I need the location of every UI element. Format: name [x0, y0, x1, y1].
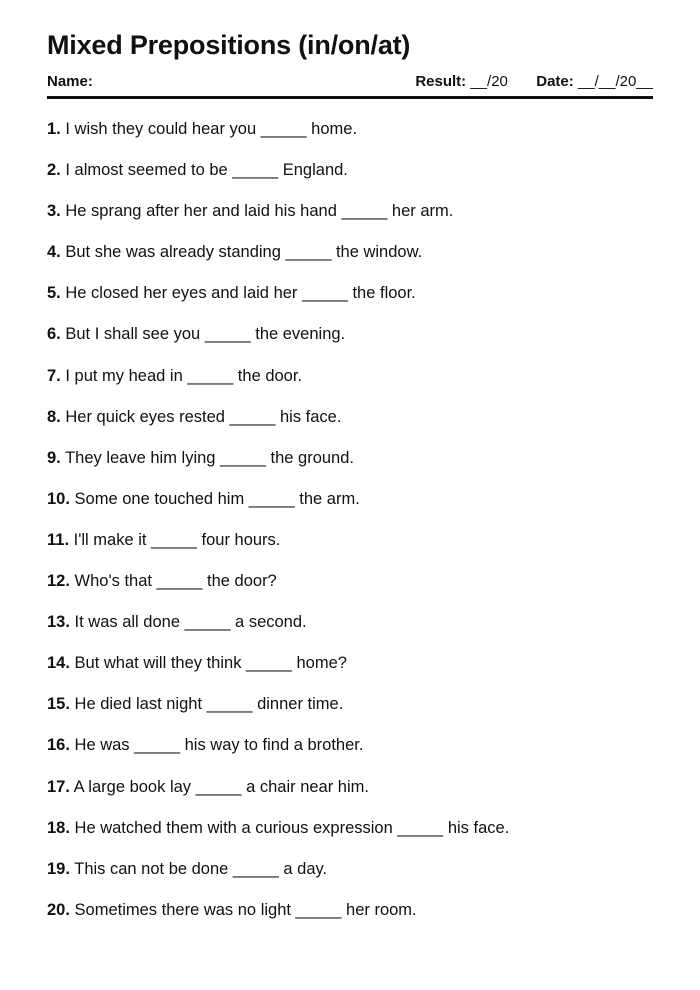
- question-text: He closed her eyes and laid her _____ the floor.: [65, 284, 416, 303]
- date-value: __/__/20__: [577, 73, 653, 90]
- question-number: 12.: [47, 572, 70, 591]
- question-number: 19.: [47, 859, 70, 878]
- question-number: 13.: [47, 613, 70, 632]
- question-item: [47, 366, 509, 407]
- question-number: 9.: [47, 448, 61, 467]
- question-number: 1.: [47, 120, 61, 138]
- question-number: 6.: [47, 325, 61, 344]
- question-number: 17.: [47, 777, 70, 796]
- result-date-group: [415, 73, 653, 90]
- question-item: [47, 324, 509, 365]
- date-label: Date:: [536, 73, 574, 90]
- question-item: [47, 900, 509, 941]
- question-text: Her quick eyes rested _____ his face.: [65, 407, 342, 426]
- question-item: [47, 160, 509, 201]
- question-text: He died last night _____ dinner time.: [74, 695, 344, 714]
- question-text: But she was already standing _____ the window.: [65, 243, 423, 262]
- question-number: 14.: [47, 654, 70, 673]
- question-item: [47, 735, 509, 776]
- question-text: This can not be done _____ a day.: [74, 859, 328, 878]
- question-item: [47, 407, 509, 448]
- name-label: Name:: [47, 73, 93, 90]
- question-item: [47, 242, 509, 283]
- question-text: He sprang after her and laid his hand _____ her arm.: [65, 202, 454, 221]
- question-text: Who's that _____ the door?: [74, 572, 277, 591]
- question-item: [47, 694, 509, 735]
- worksheet-title: Mixed Prepositions (in/on/at): [47, 30, 411, 60]
- question-text: It was all done _____ a second.: [74, 613, 307, 632]
- question-number: 16.: [47, 736, 70, 755]
- question-item: [47, 530, 509, 571]
- question-number: 11.: [47, 530, 70, 549]
- question-text: He was _____ his way to find a brother.: [74, 736, 364, 755]
- question-number: 18.: [47, 818, 70, 837]
- question-item: [47, 859, 509, 900]
- question-text: Sometimes there was no light _____ her room.: [74, 900, 417, 919]
- question-text: I almost seemed to be _____ England.: [65, 161, 348, 180]
- question-text: Some one touched him _____ the arm.: [74, 489, 360, 508]
- question-number: 20.: [47, 900, 70, 919]
- question-number: 15.: [47, 695, 70, 714]
- question-number: 7.: [47, 366, 61, 385]
- question-number: 3.: [47, 202, 61, 221]
- question-list: [47, 119, 509, 941]
- question-number: 8.: [47, 407, 61, 426]
- question-item: [47, 489, 509, 530]
- question-text: But what will they think _____ home?: [74, 654, 347, 673]
- question-text: A large book lay _____ a chair near him.: [73, 777, 369, 796]
- question-text: I'll make it _____ four hours.: [73, 530, 281, 549]
- question-item: [47, 448, 509, 489]
- result-label: Result:: [415, 73, 467, 90]
- question-number: 2.: [47, 161, 61, 180]
- question-number: 10.: [47, 489, 70, 508]
- question-item: [47, 818, 509, 859]
- question-text: They leave him lying _____ the ground.: [65, 448, 354, 467]
- question-item: [47, 201, 509, 242]
- question-item: [47, 283, 509, 324]
- question-number: 5.: [47, 284, 61, 303]
- question-text: I put my head in _____ the door.: [65, 366, 303, 385]
- question-text: He watched them with a curious expression _____ his face.: [74, 818, 510, 837]
- question-item: [47, 777, 509, 818]
- question-number: 4.: [47, 243, 61, 262]
- worksheet-meta-row: [47, 73, 653, 91]
- header-divider: [47, 96, 653, 99]
- question-text: I wish they could hear you _____ home.: [65, 120, 358, 138]
- question-item: [47, 612, 509, 653]
- question-item: [47, 119, 509, 160]
- question-item: [47, 571, 509, 612]
- question-text: But I shall see you _____ the evening.: [65, 325, 346, 344]
- result-value: __/20: [470, 73, 508, 90]
- question-item: [47, 653, 509, 694]
